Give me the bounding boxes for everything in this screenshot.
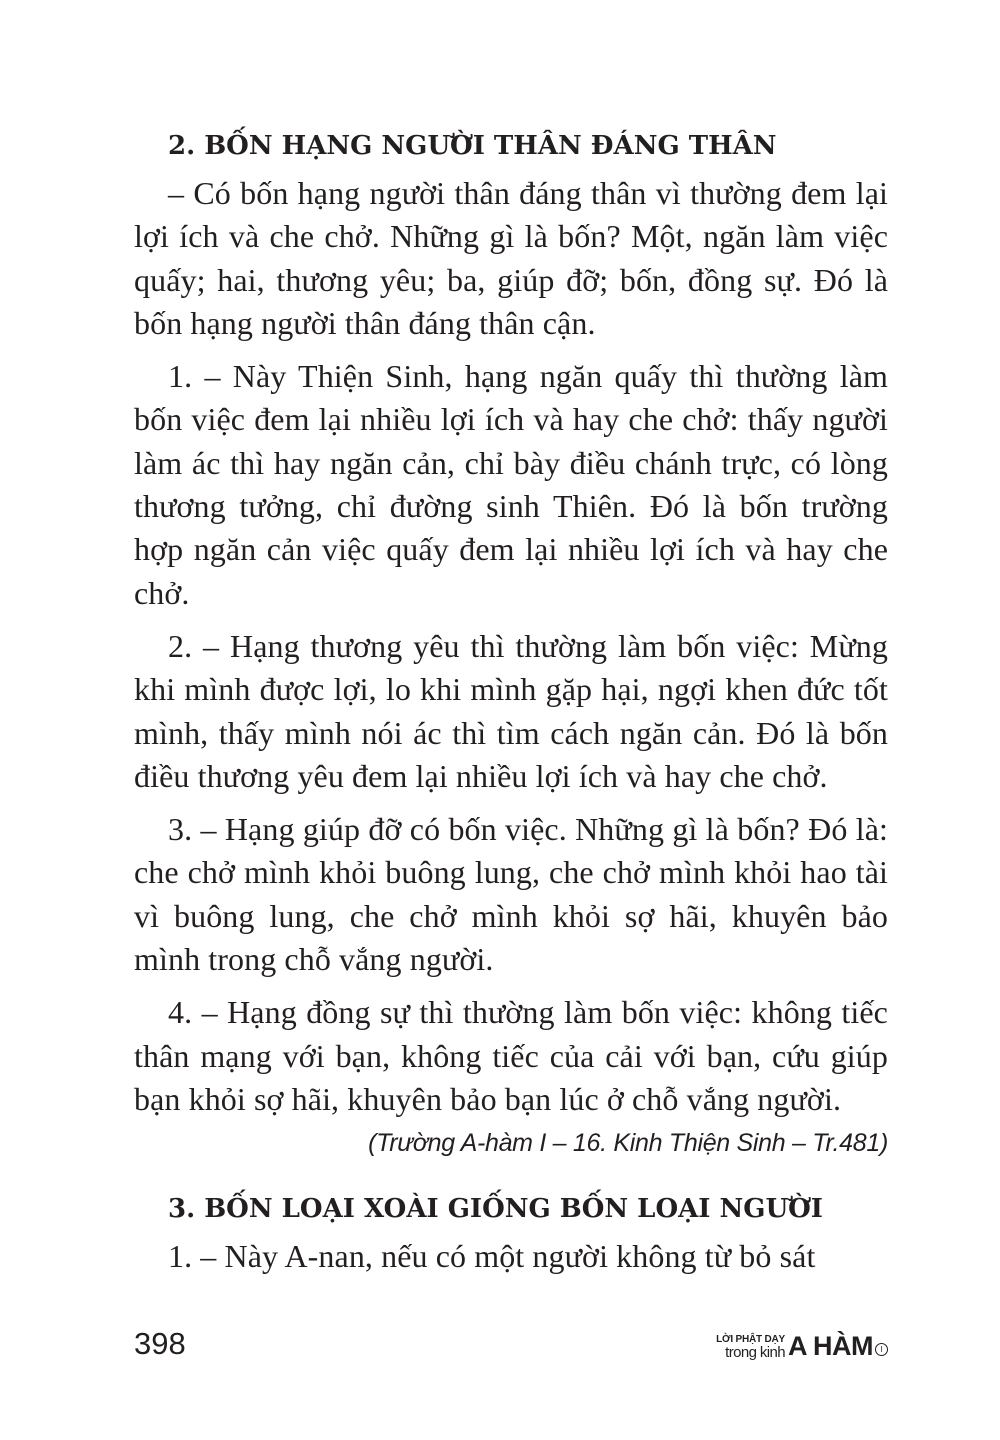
section-2-heading: 2. BỐN HẠNG NGƯỜI THÂN ĐÁNG THÂN: [168, 131, 777, 161]
page-footer: [134, 1324, 888, 1368]
logo-title: A HÀM: [788, 1331, 873, 1361]
paragraph: 4. – Hạng đồng sự thì thường làm bốn việc: không tiếc thân mạng với bạn, không tiếc của cải với bạn, cứu giúp bạn khỏi sợ hãi, khuyên bảo bạn lúc ở chỗ vắng người.: [134, 994, 888, 1117]
logo-line-1: LỜI PHẬT DẠY: [716, 1334, 785, 1345]
paragraph: 1. – Này Thiện Sinh, hạng ngăn quấy thì thường làm bốn việc đem lại nhiều lợi ích và hay che chở: thấy người làm ác thì hay ngăn cản, chỉ bày điều chánh trực, có lòng thương tưởng, chỉ đường sinh Thiên. Đó là bốn trường hợp ngăn cản việc quấy đem lại nhiều lợi ích và hay che chở.: [134, 358, 888, 611]
paragraph: 3. – Hạng giúp đỡ có bốn việc. Những gì là bốn? Đó là: che chở mình khỏi buông lung, che chở mình khỏi hao tài vì buông lung, che chở mình khỏi sợ hãi, khuyên bảo mình trong chỗ vắng người.: [134, 811, 888, 978]
citation: (Trường A-hàm I – 16. Kinh Thiện Sinh – Tr.481): [368, 1129, 888, 1158]
logo-subtitle: [716, 1334, 785, 1360]
paragraph: 1. – Này A-nan, nếu có một người không từ bỏ sát: [168, 1238, 816, 1275]
volume-badge: I: [875, 1343, 888, 1356]
book-title-logo: [716, 1330, 888, 1360]
paragraph: 2. – Hạng thương yêu thì thường làm bốn việc: Mừng khi mình được lợi, lo khi mình gặp hại, ngợi khen đức tốt mình, thấy mình nói ác thì tìm cách ngăn cản. Đó là bốn điều thương yêu đem lại nhiều lợi ích và hay che chở.: [134, 627, 888, 794]
section-3-heading: 3. BỐN LOẠI XOÀI GIỐNG BỐN LOẠI NGƯỜI: [168, 1194, 823, 1225]
paragraph: – Có bốn hạng người thân đáng thân vì thường đem lại lợi ích và che chở. Những gì là bốn? Một, ngăn làm việc quấy; hai, thương yêu; ba, giúp đỡ; bốn, đồng sự. Đó là bốn hạng người thân đáng thân cận.: [134, 175, 888, 341]
logo-line-2: trong kinh: [725, 1344, 785, 1361]
page-number: 398: [134, 1326, 186, 1361]
page-content: [134, 124, 888, 1279]
